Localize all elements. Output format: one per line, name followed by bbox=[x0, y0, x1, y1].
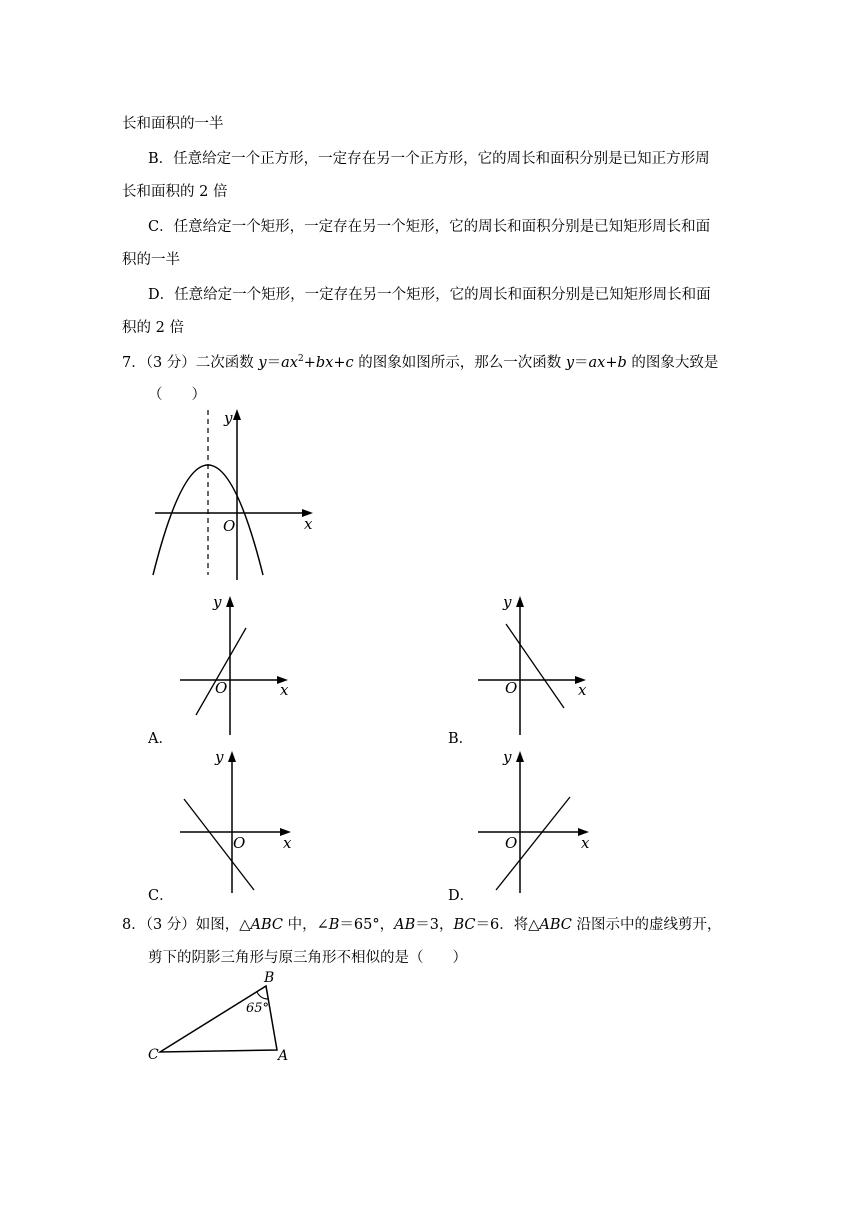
q7-option-b-graph bbox=[476, 590, 606, 740]
origin-label: O bbox=[233, 834, 246, 852]
q7-option-a-label[interactable]: A． bbox=[148, 731, 173, 747]
q7-option-c-label[interactable]: C． bbox=[148, 888, 174, 904]
vertex-a-label: A bbox=[278, 1048, 289, 1064]
q6-option-c-line1: C．任意给定一个矩形，一定存在另一个矩形，它的周长和面积分别是已知矩形周长和面 bbox=[148, 219, 711, 235]
origin-label: O bbox=[505, 679, 518, 697]
q7-stem: 7．（3 分）二次函数 $y=ax^2+bx+c$ 的图象如图所示，那么一次函数 y＝ax+b 的图象大致是 bbox=[122, 354, 719, 371]
axis-x-label: x bbox=[283, 834, 292, 852]
origin-label: O bbox=[505, 834, 518, 852]
q8-triangle-figure bbox=[140, 965, 300, 1065]
q7-parabola-figure bbox=[145, 405, 345, 585]
q7-option-d-graph bbox=[476, 745, 606, 895]
q6-option-d-line2: 积的 2 倍 bbox=[122, 320, 184, 336]
axis-y-label: y bbox=[503, 748, 512, 766]
axis-x-label: x bbox=[578, 681, 587, 699]
q6-option-a-continued: 长和面积的一半 bbox=[122, 116, 224, 132]
origin-label: O bbox=[215, 679, 228, 697]
axis-y-label: y bbox=[224, 409, 233, 427]
axis-x-label: x bbox=[280, 681, 289, 699]
q7-option-a-graph bbox=[178, 590, 308, 740]
q8-stem-line1: 8．（3 分）如图，△ABC 中，∠B＝65°，AB＝3，BC＝6．将△ABC 沿图示中的虚线剪开， bbox=[122, 917, 722, 933]
q6-option-b-line1: B．任意给定一个正方形，一定存在另一个正方形，它的周长和面积分别是已知正方形周 bbox=[148, 151, 710, 167]
q7-answer-paren: （ ） bbox=[148, 387, 206, 403]
q8-stem-line2: 剪下的阴影三角形与原三角形不相似的是（ ） bbox=[148, 950, 467, 966]
axis-y-label: y bbox=[503, 593, 512, 611]
vertex-b-label: B bbox=[264, 970, 275, 986]
angle-b-label: 65° bbox=[246, 1001, 270, 1016]
q7-option-c-graph bbox=[178, 745, 308, 895]
q6-option-b-line2: 长和面积的 2 倍 bbox=[122, 184, 228, 200]
axis-x-label: x bbox=[304, 515, 313, 533]
vertex-c-label: C bbox=[148, 1047, 159, 1063]
origin-label: O bbox=[223, 517, 236, 535]
q7-option-b-label[interactable]: B． bbox=[448, 731, 474, 747]
axis-x-label: x bbox=[581, 834, 590, 852]
axis-y-label: y bbox=[213, 593, 222, 611]
axis-y-label: y bbox=[215, 748, 224, 766]
q7-option-d-label[interactable]: D． bbox=[448, 888, 475, 904]
q6-option-d-line1: D．任意给定一个矩形，一定存在另一个矩形，它的周长和面积分别是已知矩形周长和面 bbox=[148, 287, 711, 303]
q6-option-c-line2: 积的一半 bbox=[122, 252, 180, 268]
